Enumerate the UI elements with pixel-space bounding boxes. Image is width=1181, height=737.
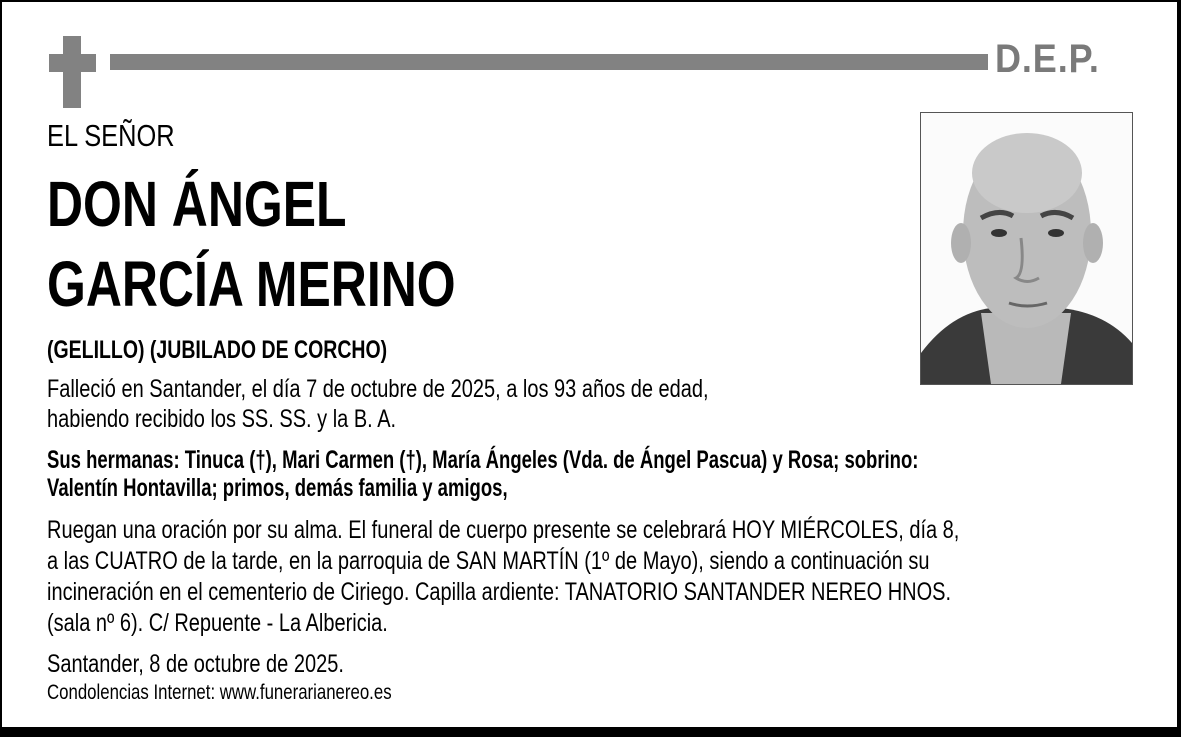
deceased-name-line2: GARCÍA MERINO — [47, 248, 456, 320]
honorific-title: EL SEÑOR — [47, 118, 175, 153]
death-notice-line2: habiendo recibido los SS. SS. y la B. A. — [47, 405, 397, 433]
deceased-name-line1: DON ÁNGEL — [47, 168, 347, 240]
header-rule — [110, 54, 988, 70]
funeral-line4: (sala nº 6). C/ Repuente - La Albericia. — [47, 609, 388, 637]
funeral-line3: incineración en el cementerio de Ciriego. Capilla ardiente: TANATORIO SANTANDER NEREO HNOS. — [47, 578, 952, 606]
place-date: Santander, 8 de octubre de 2025. — [47, 650, 344, 678]
dep-label: D.E.P. — [995, 37, 1100, 81]
condolences-link[interactable]: Condolencias Internet: www.funerarianereo.es — [47, 681, 392, 704]
family-line2: Valentín Hontavilla; primos, demás familia y amigos, — [47, 474, 508, 502]
bottom-border — [0, 728, 1181, 737]
death-notice-line1: Falleció en Santander, el día 7 de octubre de 2025, a los 93 años de edad, — [47, 375, 709, 403]
family-line1: Sus hermanas: Tinuca (†), Mari Carmen (†), María Ángeles (Vda. de Ángel Pascua) y Rosa; sobrino: — [47, 446, 919, 474]
nickname: (GELILLO) (JUBILADO DE CORCHO) — [47, 336, 388, 364]
funeral-line2: a las CUATRO de la tarde, en la parroquia de SAN MARTÍN (1º de Mayo), siendo a continuación su — [47, 547, 930, 575]
portrait-photo — [920, 112, 1133, 385]
funeral-line1: Ruegan una oración por su alma. El funeral de cuerpo presente se celebrará HOY MIÉRCOLES, día 8, — [47, 516, 960, 544]
